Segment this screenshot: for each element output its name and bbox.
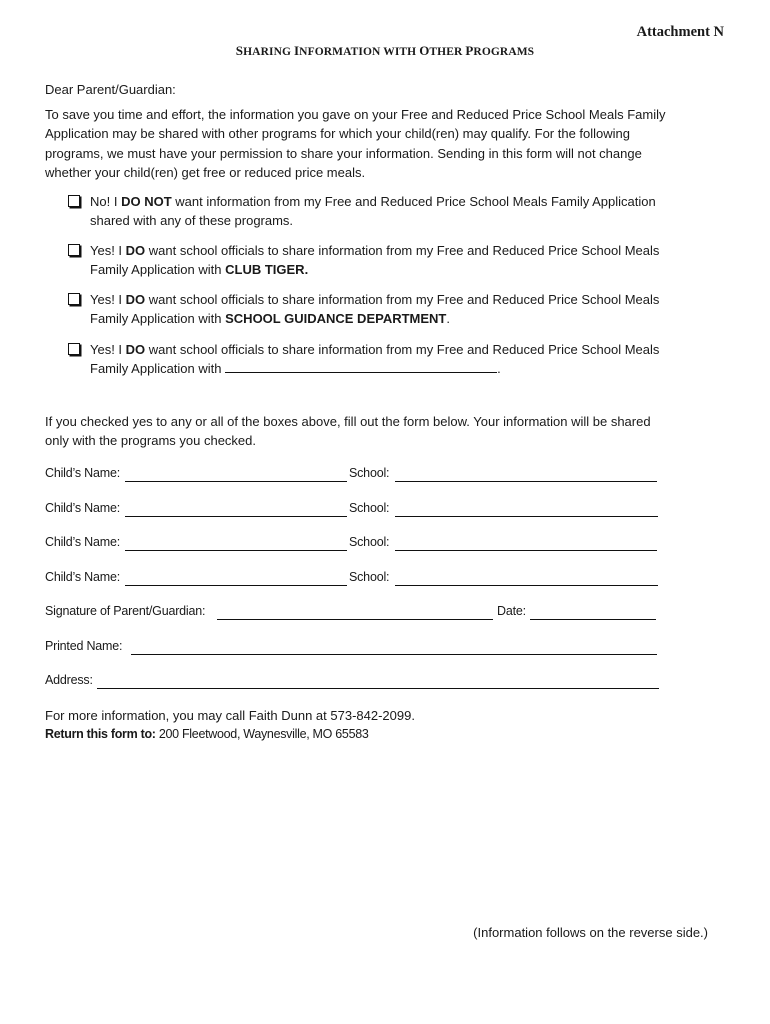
child-name-field[interactable] bbox=[125, 585, 347, 586]
child-name-field[interactable] bbox=[125, 481, 347, 482]
checkbox[interactable] bbox=[68, 293, 80, 305]
child-name-label: Child’s Name: bbox=[45, 535, 120, 549]
printed-name-row bbox=[45, 639, 665, 657]
address-field[interactable] bbox=[97, 688, 659, 689]
school-field[interactable] bbox=[395, 481, 657, 482]
printed-name-field[interactable] bbox=[131, 654, 657, 655]
school-label: School: bbox=[349, 570, 390, 584]
child-row bbox=[45, 535, 665, 553]
printed-name-label: Printed Name: bbox=[45, 639, 123, 653]
school-field[interactable] bbox=[395, 585, 658, 586]
school-label: School: bbox=[349, 501, 390, 515]
child-name-field[interactable] bbox=[125, 550, 347, 551]
school-field[interactable] bbox=[395, 516, 658, 517]
school-label: School: bbox=[349, 466, 390, 480]
signature-label: Signature of Parent/Guardian: bbox=[45, 604, 206, 618]
child-name-field[interactable] bbox=[125, 516, 347, 517]
child-row bbox=[45, 466, 665, 484]
child-name-label: Child’s Name: bbox=[45, 466, 120, 480]
other-program-blank[interactable] bbox=[225, 359, 497, 373]
contact-info: For more information, you may call Faith Dunn at 573-842-2099. bbox=[45, 708, 415, 723]
attachment-label: Attachment N bbox=[636, 24, 724, 40]
checkbox[interactable] bbox=[68, 343, 80, 355]
return-info: Return this form to: 200 Fleetwood, Waynesville, MO 65583 bbox=[45, 727, 369, 741]
checkbox[interactable] bbox=[68, 195, 80, 207]
child-name-label: Child’s Name: bbox=[45, 570, 120, 584]
child-row bbox=[45, 570, 665, 588]
reverse-side-note: (Information follows on the reverse side.) bbox=[473, 925, 708, 940]
form-page: Attachment N SHARING INFORMATION WITH OTHER PROGRAMS Dear Parent/Guardian: To save you time and effort, the information you gave on your Free and Reduced Price School Meals Family Application may be shared with other programs for which your child(ren) may qualify. For the following programs, we must have your permission to share your information. Sending in this form will not change whether your child(ren) get free or reduced price meals. No! I DO NOT want information from my Free and Reduced Price School Meals Family Application shared with any of these programs. Yes! I DO want school officials to share information from my Free and Reduced Price School Meals Family Application with CLUB TIGER. Yes! I DO want school officials to share information from my Free and Reduced Price School Meals Family Application with SCHOOL GUIDANCE DEPARTMENT. Yes! I DO want school officials to share information from my Free and Reduced Price School Meals Family Application with . If you checked yes to any or all of the boxes above, fill out the form below. Your information will be shared only with the programs you checked. Child’s Name: School: Child’s Name: School: Child’s Name: School: Child’s Name: School: Signature of Parent/Guardian: Date: Printed Name: Address: For more information, you may call Faith Dunn at 573-842-2099. Return this form to: 200 Fleetwood, Waynesville, MO 65583 (Information follows on the reverse side.) bbox=[0, 0, 770, 1024]
signature-field[interactable] bbox=[217, 619, 493, 620]
child-row bbox=[45, 501, 665, 519]
intro-paragraph: To save you time and effort, the information you gave on your Free and Reduced Price School Meals Family Application may be shared with other programs for which your child(ren) may qualify. For the following programs, we must have your permission to share your information. Sending in this form will not change whether your child(ren) get free or reduced price meals. bbox=[45, 107, 666, 181]
greeting: Dear Parent/Guardian: bbox=[45, 82, 176, 97]
school-label: School: bbox=[349, 535, 390, 549]
signature-row bbox=[45, 604, 665, 622]
address-row bbox=[45, 673, 665, 691]
address-label: Address: bbox=[45, 673, 93, 687]
date-label: Date: bbox=[497, 604, 526, 618]
child-name-label: Child’s Name: bbox=[45, 501, 120, 515]
date-field[interactable] bbox=[530, 619, 656, 620]
school-field[interactable] bbox=[395, 550, 657, 551]
instruction-paragraph: If you checked yes to any or all of the boxes above, fill out the form below. Your information will be shared only with the programs you checked. bbox=[45, 414, 651, 449]
checkbox[interactable] bbox=[68, 244, 80, 256]
page-title: SHARING INFORMATION WITH OTHER PROGRAMS bbox=[235, 43, 535, 58]
